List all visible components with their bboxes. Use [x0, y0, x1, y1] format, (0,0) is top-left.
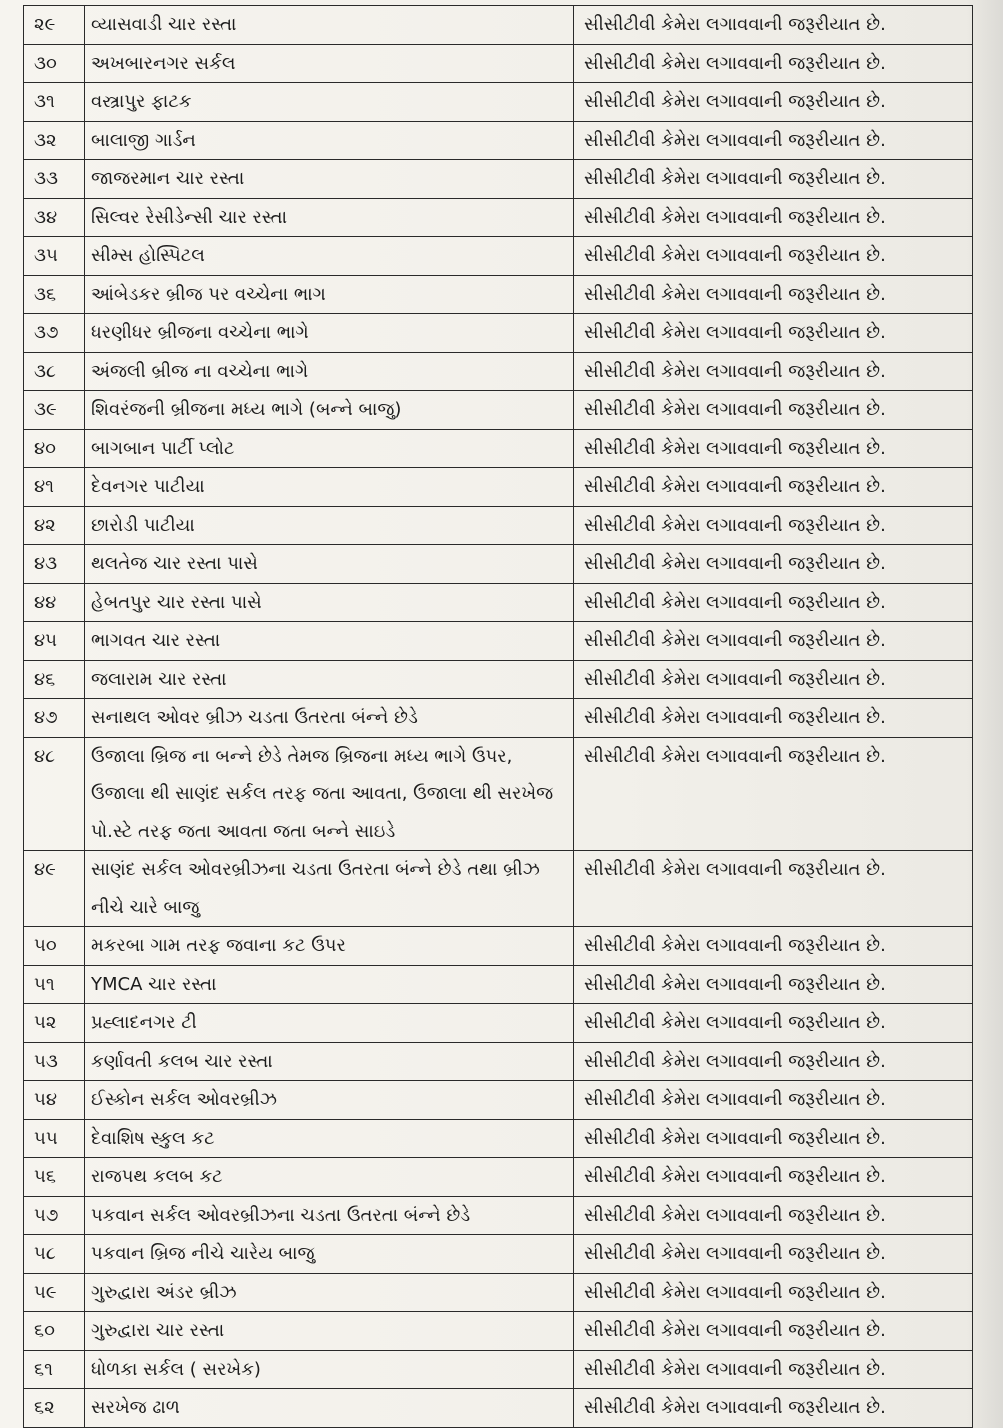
location-cell: પ્રહ્લાદનગર ટી — [85, 1004, 574, 1043]
serial-number-cell: ૩૪ — [24, 198, 85, 237]
table-row — [24, 121, 973, 160]
location-cell: ઈસ્કોન સર્કલ ઓવરબ્રીઝ — [85, 1081, 574, 1120]
serial-number-cell: ૫૫ — [24, 1119, 85, 1158]
requirement-cell: સીસીટીવી કેમેરા લગાવવાની જરૂરીયાત છે. — [574, 965, 973, 1004]
location-cell: સનાથલ ઓવર બ્રીઝ ચડતા ઉતરતા બંન્ને છેડે — [85, 699, 574, 738]
serial-number-cell: ૩૨ — [24, 121, 85, 160]
location-cell: ધોળકા સર્કલ ( સરખેક) — [85, 1350, 574, 1389]
table-row — [24, 391, 973, 430]
requirement-cell: સીસીટીવી કેમેરા લગાવવાની જરૂરીયાત છે. — [574, 6, 973, 45]
requirement-cell: સીસીટીવી કેમેરા લગાવવાની જરૂરીયાત છે. — [574, 545, 973, 584]
requirement-cell: સીસીટીવી કેમેરા લગાવવાની જરૂરીયાત છે. — [574, 1042, 973, 1081]
location-cell: વ્યાસવાડી ચાર રસ્તા — [85, 6, 574, 45]
table-row — [24, 198, 973, 237]
serial-number-cell: ૪૫ — [24, 622, 85, 661]
requirement-cell: સીસીટીવી કેમેરા લગાવવાની જરૂરીયાત છે. — [574, 83, 973, 122]
location-cell: બાગબાન પાર્ટી પ્લોટ — [85, 429, 574, 468]
table-row — [24, 1042, 973, 1081]
table-row — [24, 44, 973, 83]
requirement-cell: સીસીટીવી કેમેરા લગાવવાની જરૂરીયાત છે. — [574, 1235, 973, 1274]
serial-number-cell: ૬૨ — [24, 1389, 85, 1428]
table-row — [24, 622, 973, 661]
location-cell: મકરબા ગામ તરફ જવાના કટ ઉપર — [85, 927, 574, 966]
serial-number-cell: ૫૨ — [24, 1004, 85, 1043]
serial-number-cell: ૫૧ — [24, 965, 85, 1004]
serial-number-cell: ૩૬ — [24, 275, 85, 314]
requirement-cell: સીસીટીવી કેમેરા લગાવવાની જરૂરીયાત છે. — [574, 391, 973, 430]
serial-number-cell: ૪૦ — [24, 429, 85, 468]
table-row — [24, 1350, 973, 1389]
serial-number-cell: ૪૭ — [24, 699, 85, 738]
table-row — [24, 927, 973, 966]
serial-number-cell: ૩૫ — [24, 237, 85, 276]
table-row — [24, 851, 973, 927]
requirement-cell: સીસીટીવી કેમેરા લગાવવાની જરૂરીયાત છે. — [574, 352, 973, 391]
requirement-cell: સીસીટીવી કેમેરા લગાવવાની જરૂરીયાત છે. — [574, 1389, 973, 1428]
location-cell: ગુરુદ્વારા ચાર રસ્તા — [85, 1312, 574, 1351]
serial-number-cell: ૪૩ — [24, 545, 85, 584]
table-row — [24, 314, 973, 353]
serial-number-cell: ૪૪ — [24, 583, 85, 622]
requirement-cell: સીસીટીવી કેમેરા લગાવવાની જરૂરીયાત છે. — [574, 583, 973, 622]
location-cell: ભાગવત ચાર રસ્તા — [85, 622, 574, 661]
serial-number-cell: ૬૧ — [24, 1350, 85, 1389]
location-cell: દેવનગર પાટીયા — [85, 468, 574, 507]
location-cell: થલતેજ ચાર રસ્તા પાસે — [85, 545, 574, 584]
table-row — [24, 1235, 973, 1274]
table-row — [24, 1389, 973, 1428]
table-row — [24, 545, 973, 584]
table-row — [24, 429, 973, 468]
requirement-cell: સીસીટીવી કેમેરા લગાવવાની જરૂરીયાત છે. — [574, 737, 973, 851]
requirement-cell: સીસીટીવી કેમેરા લગાવવાની જરૂરીયાત છે. — [574, 314, 973, 353]
location-cell: ઉજાલા બ્રિજ ના બન્ને છેડે તેમજ બ્રિજના મધ્ય ભાગે ઉપર, ઉજાલા થી સાણંદ સર્કલ તરફ જતા આવતા, ઉજાલા થી સરખેજ પો.સ્ટે તરફ જતા આવતા જતા બન્ને સાઇડે — [85, 737, 574, 851]
location-cell: વસ્ત્રાપુર ફાટક — [85, 83, 574, 122]
table-row — [24, 1158, 973, 1197]
requirement-cell: સીસીટીવી કેમેરા લગાવવાની જરૂરીયાત છે. — [574, 1350, 973, 1389]
location-cell: શિવરંજની બ્રીજના મધ્ય ભાગે (બન્ને બાજુ) — [85, 391, 574, 430]
serial-number-cell: ૩૭ — [24, 314, 85, 353]
serial-number-cell: ૪૧ — [24, 468, 85, 507]
requirement-cell: સીસીટીવી કેમેરા લગાવવાની જરૂરીયાત છે. — [574, 927, 973, 966]
table-row — [24, 275, 973, 314]
requirement-cell: સીસીટીવી કેમેરા લગાવવાની જરૂરીયાત છે. — [574, 851, 973, 927]
requirement-cell: સીસીટીવી કેમેરા લગાવવાની જરૂરીયાત છે. — [574, 1196, 973, 1235]
requirement-cell: સીસીટીવી કેમેરા લગાવવાની જરૂરીયાત છે. — [574, 1119, 973, 1158]
location-cell: જલારામ ચાર રસ્તા — [85, 660, 574, 699]
location-cell: સાણંદ સર્કલ ઓવરબ્રીઝના ચડતા ઉતરતા બંન્ને છેડે તથા બ્રીઝ નીચે ચારે બાજુ — [85, 851, 574, 927]
location-cell: સરખેજ ઢાળ — [85, 1389, 574, 1428]
location-cell: સિલ્વર રેસીડેન્સી ચાર રસ્તા — [85, 198, 574, 237]
table-row — [24, 506, 973, 545]
table-body — [24, 6, 973, 1428]
serial-number-cell: ૫૭ — [24, 1196, 85, 1235]
requirement-cell: સીસીટીવી કેમેરા લગાવવાની જરૂરીયાત છે. — [574, 660, 973, 699]
requirement-cell: સીસીટીવી કેમેરા લગાવવાની જરૂરીયાત છે. — [574, 468, 973, 507]
requirement-cell: સીસીટીવી કેમેરા લગાવવાની જરૂરીયાત છે. — [574, 429, 973, 468]
location-cell: સીમ્સ હોસ્પિટલ — [85, 237, 574, 276]
location-cell: YMCA ચાર રસ્તા — [85, 965, 574, 1004]
requirement-cell: સીસીટીવી કેમેરા લગાવવાની જરૂરીયાત છે. — [574, 1158, 973, 1197]
table-row — [24, 699, 973, 738]
requirement-cell: સીસીટીવી કેમેરા લગાવવાની જરૂરીયાત છે. — [574, 121, 973, 160]
serial-number-cell: ૩૦ — [24, 44, 85, 83]
serial-number-cell: ૩૩ — [24, 160, 85, 199]
requirement-cell: સીસીટીવી કેમેરા લગાવવાની જરૂરીયાત છે. — [574, 275, 973, 314]
serial-number-cell: ૩૮ — [24, 352, 85, 391]
serial-number-cell: ૫૬ — [24, 1158, 85, 1197]
table-row — [24, 965, 973, 1004]
table-row — [24, 160, 973, 199]
location-cell: જાજરમાન ચાર રસ્તા — [85, 160, 574, 199]
serial-number-cell: ૪૨ — [24, 506, 85, 545]
requirement-cell: સીસીટીવી કેમેરા લગાવવાની જરૂરીયાત છે. — [574, 44, 973, 83]
requirement-cell: સીસીટીવી કેમેરા લગાવવાની જરૂરીયાત છે. — [574, 198, 973, 237]
location-cell: દેવાશિષ સ્કુલ કટ — [85, 1119, 574, 1158]
serial-number-cell: ૫૩ — [24, 1042, 85, 1081]
serial-number-cell: ૪૬ — [24, 660, 85, 699]
requirement-cell: સીસીટીવી કેમેરા લગાવવાની જરૂરીયાત છે. — [574, 699, 973, 738]
table-row — [24, 1312, 973, 1351]
serial-number-cell: ૫૦ — [24, 927, 85, 966]
location-cell: કર્ણાવતી કલબ ચાર રસ્તા — [85, 1042, 574, 1081]
location-cell: પકવાન સર્કલ ઓવરબ્રીઝના ચડતા ઉતરતા બંન્ને છેડે — [85, 1196, 574, 1235]
location-cell: ગુરુદ્વારા અંડર બ્રીઝ — [85, 1273, 574, 1312]
serial-number-cell: ૩૯ — [24, 391, 85, 430]
location-cell: હેબતપુર ચાર રસ્તા પાસે — [85, 583, 574, 622]
table-row — [24, 1273, 973, 1312]
table-row — [24, 1081, 973, 1120]
requirement-cell: સીસીટીવી કેમેરા લગાવવાની જરૂરીયાત છે. — [574, 237, 973, 276]
requirement-cell: સીસીટીવી કેમેરા લગાવવાની જરૂરીયાત છે. — [574, 1312, 973, 1351]
location-cell: પકવાન બ્રિજ નીચે ચારેય બાજુ — [85, 1235, 574, 1274]
location-cell: રાજપથ કલબ કટ — [85, 1158, 574, 1197]
table-row — [24, 583, 973, 622]
requirement-cell: સીસીટીવી કેમેરા લગાવવાની જરૂરીયાત છે. — [574, 1004, 973, 1043]
location-cell: અખબારનગર સર્કલ — [85, 44, 574, 83]
table-row — [24, 237, 973, 276]
location-cell: બાલાજી ગાર્ડન — [85, 121, 574, 160]
table-row — [24, 352, 973, 391]
serial-number-cell: ૨૯ — [24, 6, 85, 45]
serial-number-cell: ૪૯ — [24, 851, 85, 927]
serial-number-cell: ૫૯ — [24, 1273, 85, 1312]
location-cell: આંબેડકર બ્રીજ પર વચ્ચેના ભાગ — [85, 275, 574, 314]
table-row — [24, 1196, 973, 1235]
location-cell: છારોડી પાટીયા — [85, 506, 574, 545]
table-row — [24, 468, 973, 507]
serial-number-cell: ૫૪ — [24, 1081, 85, 1120]
table-row — [24, 1004, 973, 1043]
table-row — [24, 737, 973, 851]
requirement-cell: સીસીટીવી કેમેરા લગાવવાની જરૂરીયાત છે. — [574, 160, 973, 199]
requirement-cell: સીસીટીવી કેમેરા લગાવવાની જરૂરીયાત છે. — [574, 1273, 973, 1312]
location-cell: અંજલી બ્રીજ ના વચ્ચેના ભાગે — [85, 352, 574, 391]
table-row — [24, 83, 973, 122]
location-cell: ધરણીધર બ્રીજના વચ્ચેના ભાગે — [85, 314, 574, 353]
table-row — [24, 660, 973, 699]
serial-number-cell: ૩૧ — [24, 83, 85, 122]
cctv-locations-table — [23, 5, 973, 1428]
requirement-cell: સીસીટીવી કેમેરા લગાવવાની જરૂરીયાત છે. — [574, 506, 973, 545]
requirement-cell: સીસીટીવી કેમેરા લગાવવાની જરૂરીયાત છે. — [574, 1081, 973, 1120]
table-row — [24, 6, 973, 45]
serial-number-cell: ૫૮ — [24, 1235, 85, 1274]
table-row — [24, 1119, 973, 1158]
serial-number-cell: ૬૦ — [24, 1312, 85, 1351]
serial-number-cell: ૪૮ — [24, 737, 85, 851]
requirement-cell: સીસીટીવી કેમેરા લગાવવાની જરૂરીયાત છે. — [574, 622, 973, 661]
